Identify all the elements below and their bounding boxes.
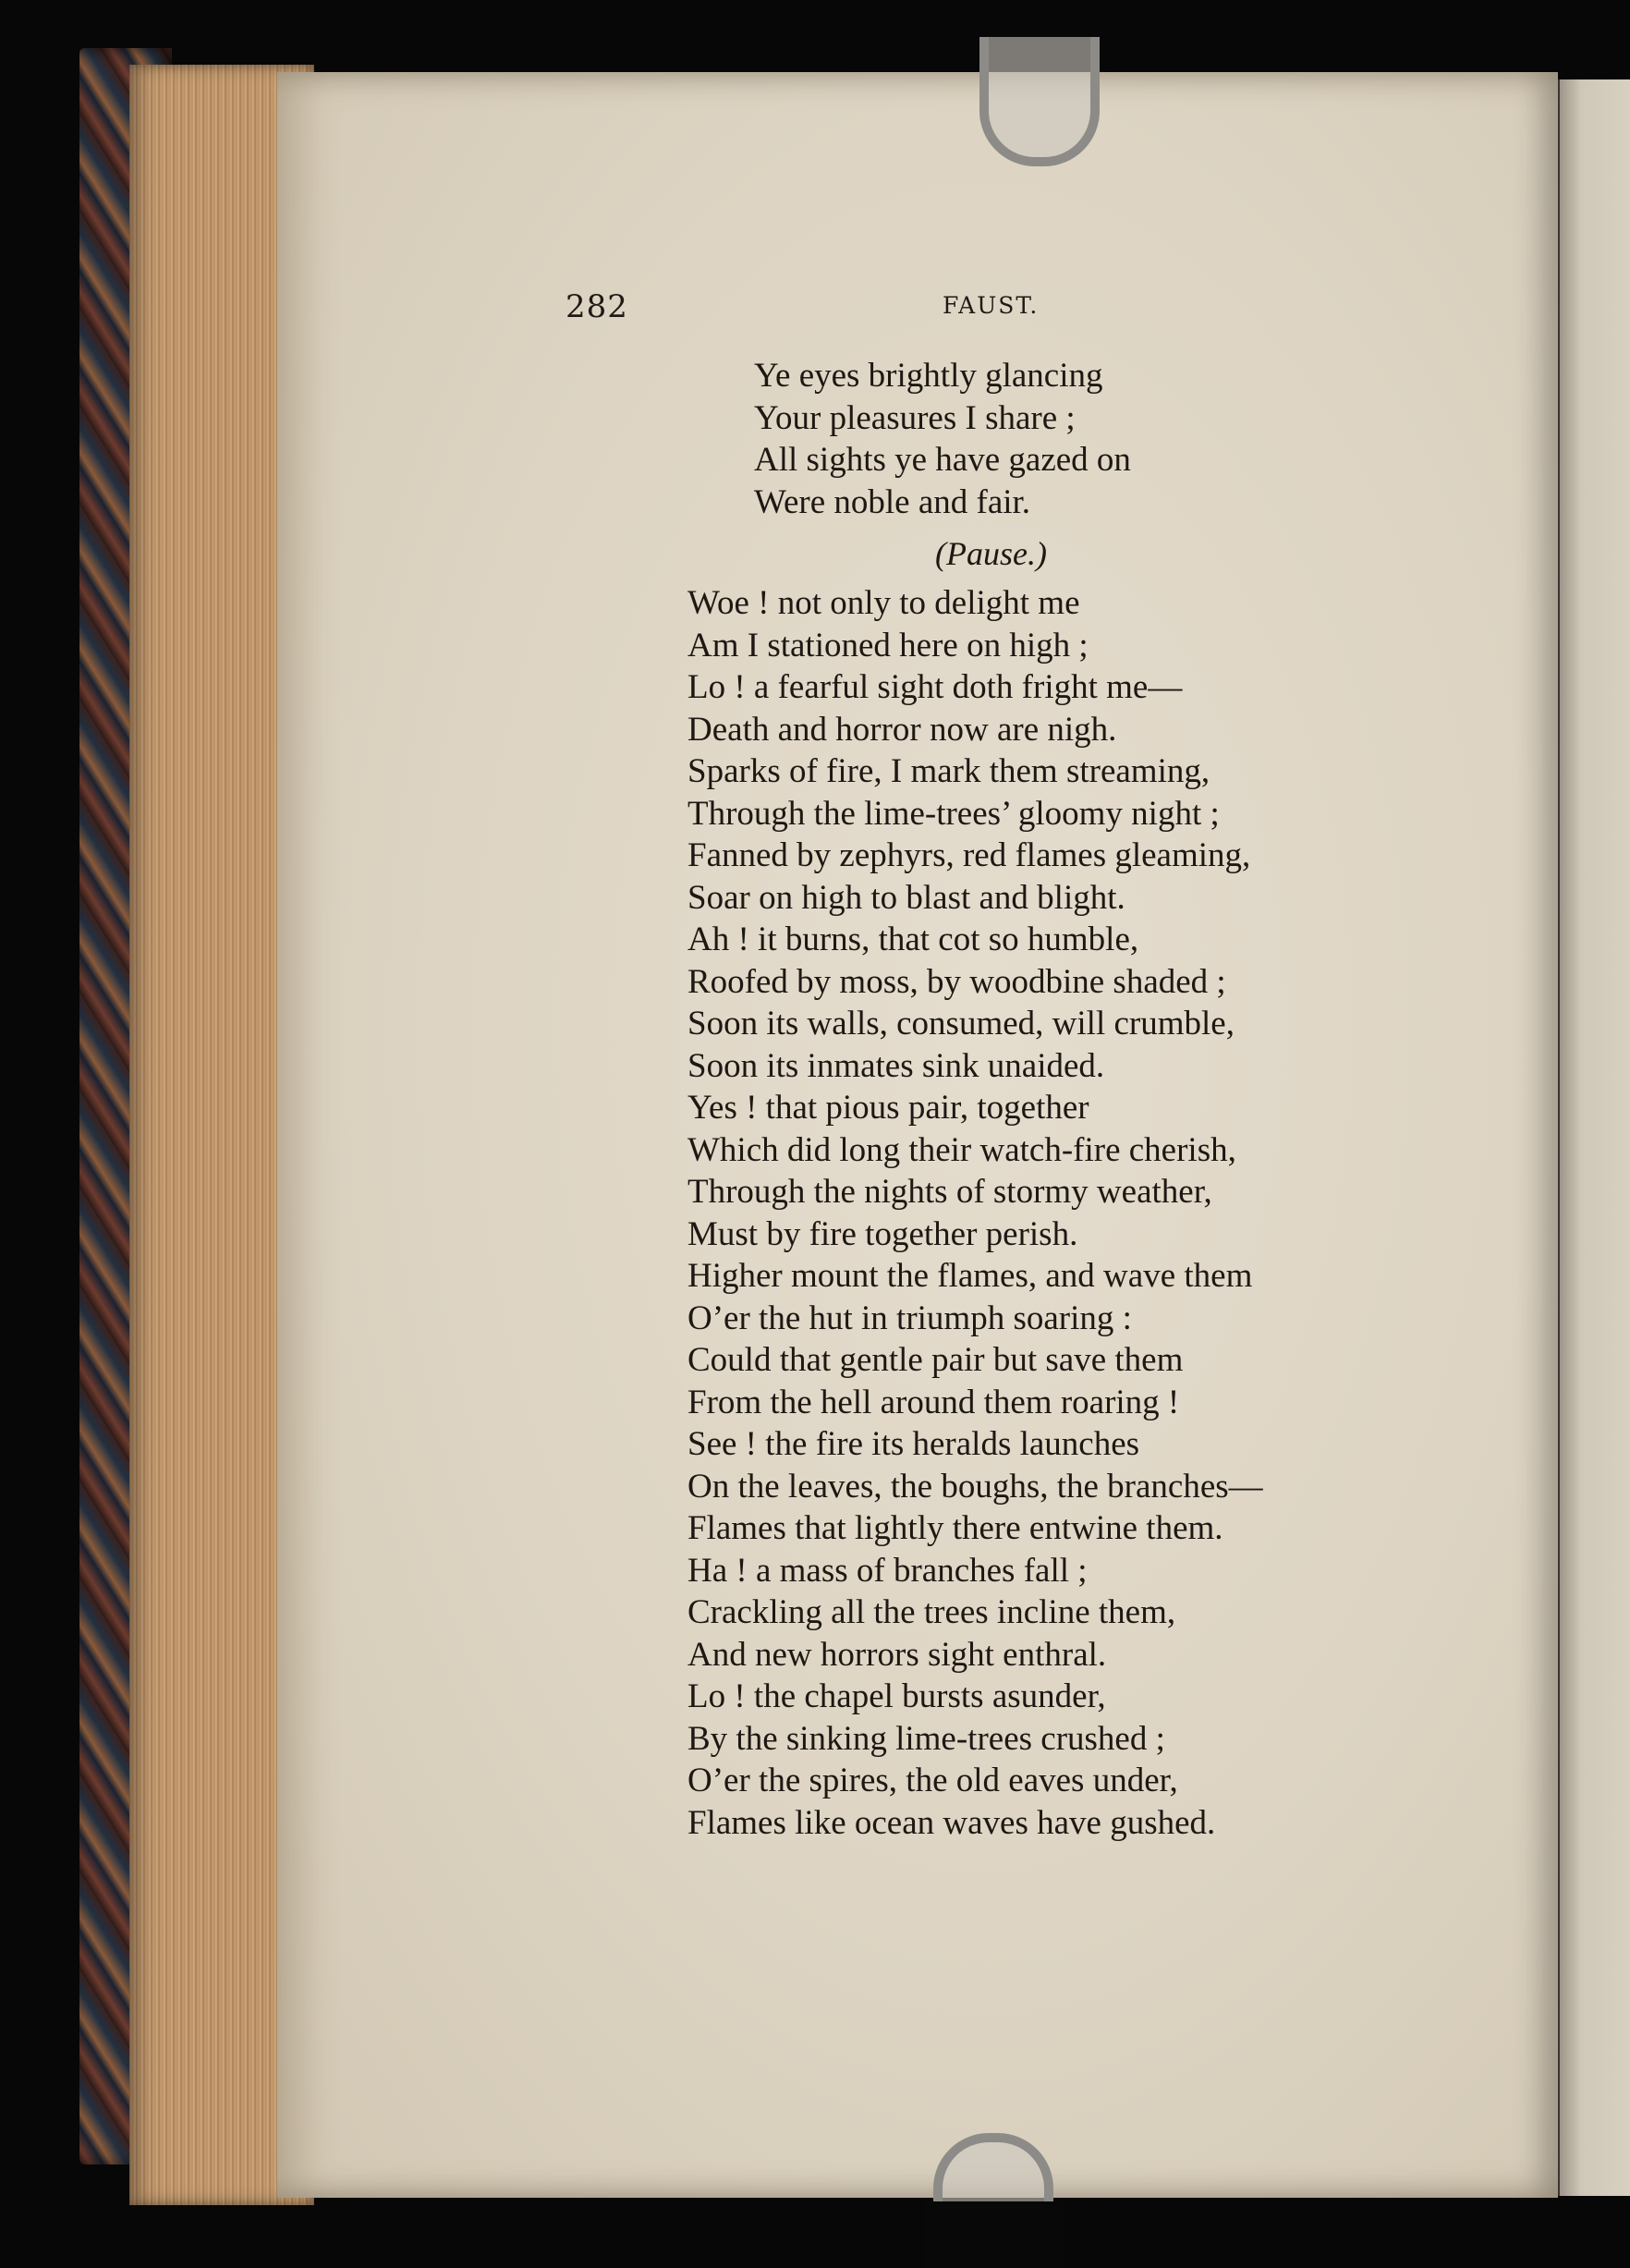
verse-line: Higher mount the flames, and wave them xyxy=(687,1257,1253,1295)
verse-line: Lo ! the chapel bursts asunder, xyxy=(687,1677,1106,1715)
verse-line: Ha ! a mass of branches fall ; xyxy=(687,1551,1088,1590)
verse-line: Soar on high to blast and blight. xyxy=(687,878,1125,917)
verse-line: Death and horror now are nigh. xyxy=(687,710,1117,749)
verse-line: Crackling all the trees incline them, xyxy=(687,1593,1176,1631)
verse-line: Sparks of fire, I mark them streaming, xyxy=(687,752,1210,790)
verse-line: Ah ! it burns, that cot so humble, xyxy=(687,921,1139,958)
verse-line: By the sinking lime-trees crushed ; xyxy=(687,1719,1165,1758)
verse-line: Which did long their watch-fire cherish, xyxy=(687,1130,1236,1169)
verse-line: Must by fire together perish. xyxy=(687,1214,1078,1253)
verse-line: All sights ye have gazed on xyxy=(754,441,1131,479)
verse-line: Could that gentle pair but save them xyxy=(687,1341,1184,1379)
stanza-one xyxy=(754,355,1131,523)
clip-base xyxy=(924,2201,1063,2268)
verse-line: Through the nights of stormy weather, xyxy=(687,1173,1212,1211)
verse-line: O’er the spires, the old eaves under, xyxy=(687,1762,1178,1799)
facing-page-edge xyxy=(1558,79,1630,2196)
running-title: FAUST. xyxy=(943,292,1040,319)
verse-line: Roofed by moss, by woodbine shaded ; xyxy=(687,962,1226,1001)
verse-line: Soon its walls, consumed, will crumble, xyxy=(687,1005,1235,1043)
verse-line: Ye eyes brightly glancing xyxy=(754,357,1103,395)
verse-line: Were noble and fair. xyxy=(754,482,1031,521)
verse-line: Flames like ocean waves have gushed. xyxy=(687,1803,1216,1842)
page-number: 282 xyxy=(566,288,628,325)
stage-direction: (Pause.) xyxy=(935,535,1047,572)
verse-line: Yes ! that pious pair, together xyxy=(687,1089,1089,1127)
verse-line: Lo ! a fearful sight doth fright me— xyxy=(687,668,1183,706)
verse-line: Flames that lightly there entwine them. xyxy=(687,1509,1223,1547)
verse-line: From the hell around them roaring ! xyxy=(687,1383,1180,1421)
verse-line: See ! the fire its heralds launches xyxy=(687,1425,1140,1463)
verse-line: Fanned by zephyrs, red flames gleaming, xyxy=(687,836,1251,874)
stanza-two xyxy=(687,582,1263,1844)
verse-line: And new horrors sight enthral. xyxy=(687,1635,1107,1674)
verse-line: Am I stationed here on high ; xyxy=(687,626,1089,665)
verse-line: Woe ! not only to delight me xyxy=(687,584,1080,622)
verse-line: Through the lime-trees’ gloomy night ; xyxy=(687,794,1220,833)
verse-line: Soon its inmates sink unaided. xyxy=(687,1046,1105,1085)
top-page-clip xyxy=(979,37,1100,166)
verse-line: Your pleasures I share ; xyxy=(754,398,1076,437)
verse-line: On the leaves, the boughs, the branches— xyxy=(687,1467,1263,1506)
verse-line: O’er the hut in triumph soaring : xyxy=(687,1299,1132,1337)
